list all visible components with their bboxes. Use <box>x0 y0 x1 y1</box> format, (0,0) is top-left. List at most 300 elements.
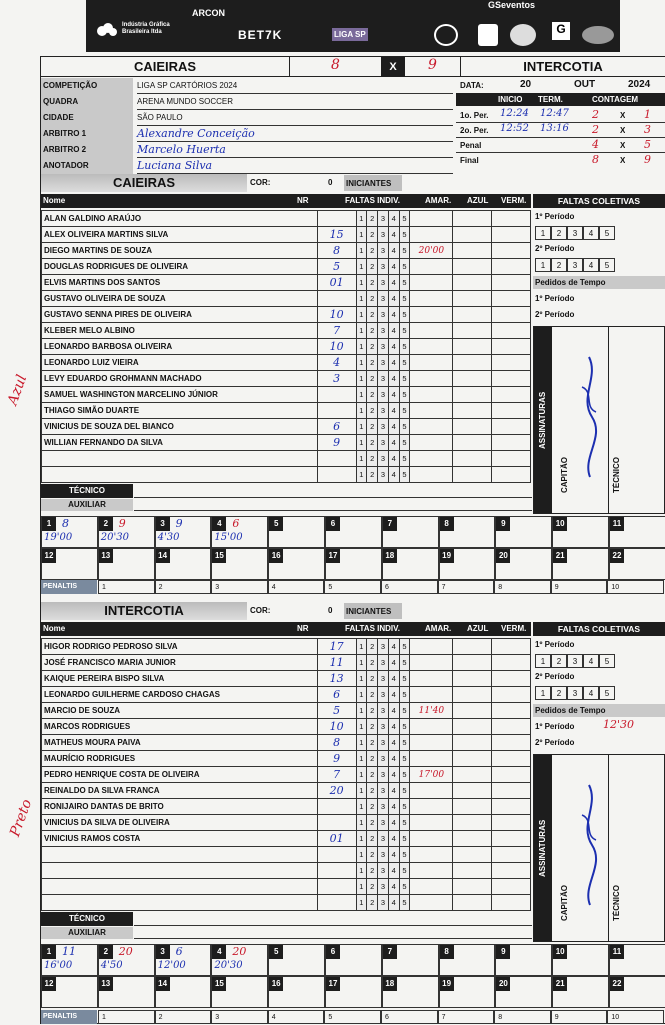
penalty-cell: 1 <box>98 1010 155 1024</box>
foul-cell: 5 <box>399 895 410 911</box>
foul-cell: 5 <box>399 799 410 815</box>
blue-card <box>453 291 492 307</box>
foul-cell: 5 <box>399 735 410 751</box>
home-score: 8 <box>289 57 381 77</box>
player-name: MATHEUS MOURA PAIVA <box>42 735 318 751</box>
player-number <box>317 211 356 227</box>
info-label-competicao: COMPETIÇÃO <box>41 78 133 94</box>
blue-card <box>453 355 492 371</box>
player-name: MARCIO DE SOUZA <box>42 703 318 719</box>
player-number: 01 <box>317 275 356 291</box>
sponsor-shield-icon <box>478 24 498 46</box>
red-card <box>492 687 531 703</box>
goal-player: 6 <box>232 517 240 530</box>
player-number: 9 <box>317 435 356 451</box>
goal-cell <box>211 516 268 548</box>
red-card <box>492 467 531 483</box>
period1-fouls <box>535 654 615 668</box>
header-bar <box>41 57 665 77</box>
yellow-card-time <box>410 291 453 307</box>
period-label: Penal <box>460 141 482 150</box>
foul-cell: 4 <box>388 451 399 467</box>
goal-cell <box>155 548 212 580</box>
blue-card <box>453 387 492 403</box>
foul-cell: 5 <box>399 655 410 671</box>
goal-cell <box>382 944 439 976</box>
period2-label: 2º Período <box>535 672 575 681</box>
penaltis-label: PENALTIS <box>41 1010 97 1024</box>
foul-cell: 1 <box>356 467 367 483</box>
goal-index: 21 <box>553 549 567 563</box>
goal-cell <box>552 548 609 580</box>
period1-label: 1º Período <box>535 212 575 221</box>
yellow-card-time <box>410 863 453 879</box>
foul-cell: 2 <box>367 687 378 703</box>
goal-index: 5 <box>269 945 283 959</box>
red-card <box>492 831 531 847</box>
foul-cell: 3 <box>378 895 389 911</box>
period-score-b: 5 <box>644 138 651 151</box>
goal-time: 4'50 <box>100 960 123 971</box>
goal-index: 9 <box>496 945 510 959</box>
goal-index: 8 <box>440 945 454 959</box>
team-foul-box: 3 <box>567 654 583 668</box>
foul-cell: 5 <box>399 879 410 895</box>
player-row <box>42 419 531 435</box>
goal-cell <box>609 548 665 580</box>
foul-cell: 1 <box>356 799 367 815</box>
red-card <box>492 387 531 403</box>
foul-cell: 5 <box>399 307 410 323</box>
tecnico-sig-label: TÉCNICO <box>612 457 621 493</box>
player-row <box>42 387 531 403</box>
player-name: HIGOR RODRIGO PEDROSO SILVA <box>42 639 318 655</box>
foul-cell: 5 <box>399 751 410 767</box>
goal-index: 4 <box>212 945 226 959</box>
team-foul-box: 1 <box>535 258 551 272</box>
foul-cell: 5 <box>399 451 410 467</box>
foul-cell: 1 <box>356 403 367 419</box>
penaltis-label: PENALTIS <box>41 580 97 594</box>
team-color-note: Azul <box>4 372 31 408</box>
foul-cell: 2 <box>367 403 378 419</box>
foul-cell: 1 <box>356 355 367 371</box>
foul-cell: 3 <box>378 339 389 355</box>
foul-cell: 4 <box>388 831 399 847</box>
penalty-cell: 3 <box>211 580 268 594</box>
signature-divider <box>608 755 609 941</box>
yellow-card-time <box>410 371 453 387</box>
player-number: 10 <box>317 307 356 323</box>
foul-cell: 4 <box>388 211 399 227</box>
tecnico-sig-label: TÉCNICO <box>612 885 621 921</box>
foul-cell: 2 <box>367 467 378 483</box>
date-month: OUT <box>574 79 596 90</box>
sponsor-oval-icon <box>582 26 614 44</box>
foul-cell: 4 <box>388 735 399 751</box>
goal-index: 22 <box>610 549 624 563</box>
goal-player: 8 <box>62 517 69 530</box>
blue-card <box>453 703 492 719</box>
player-name: THIAGO SIMÃO DUARTE <box>42 403 318 419</box>
col-nome: Nome <box>43 196 66 205</box>
foul-cell: 4 <box>388 307 399 323</box>
foul-cell: 1 <box>356 815 367 831</box>
goal-time: 20'30 <box>214 960 243 971</box>
player-number: 4 <box>317 355 356 371</box>
foul-cell: 4 <box>388 243 399 259</box>
yellow-card-time <box>410 895 453 911</box>
foul-cell: 2 <box>367 703 378 719</box>
foul-cell: 4 <box>388 419 399 435</box>
yellow-card-time <box>410 339 453 355</box>
foul-cell: 2 <box>367 355 378 371</box>
col-verm: VERM. <box>501 624 527 633</box>
cloud-logo-icon <box>96 22 118 38</box>
foul-cell: 2 <box>367 879 378 895</box>
goal-index: 13 <box>99 977 113 991</box>
foul-cell: 2 <box>367 639 378 655</box>
blue-card <box>453 323 492 339</box>
foul-cell: 4 <box>388 435 399 451</box>
foul-cell: 4 <box>388 671 399 687</box>
player-number <box>317 847 356 863</box>
player-row <box>42 371 531 387</box>
foul-cell: 2 <box>367 815 378 831</box>
player-row <box>42 751 531 767</box>
sponsor-badge-icon <box>434 24 458 46</box>
red-card <box>492 703 531 719</box>
goal-index: 14 <box>156 977 170 991</box>
penalty-cell: 6 <box>381 580 438 594</box>
col-faltas: FALTAS INDIV. <box>345 196 400 205</box>
player-number <box>317 863 356 879</box>
foul-cell: 2 <box>367 735 378 751</box>
player-row <box>42 815 531 831</box>
player-number: 8 <box>317 243 356 259</box>
foul-cell: 2 <box>367 783 378 799</box>
goal-index: 14 <box>156 549 170 563</box>
player-row <box>42 767 531 783</box>
foul-cell: 1 <box>356 639 367 655</box>
team-foul-box: 4 <box>583 654 599 668</box>
period-row <box>456 153 665 168</box>
foul-cell: 4 <box>388 371 399 387</box>
captain-signature-icon <box>574 775 604 915</box>
yellow-card-time <box>410 387 453 403</box>
foul-cell: 3 <box>378 703 389 719</box>
col-nome: Nome <box>43 624 66 633</box>
yellow-card-time <box>410 847 453 863</box>
player-name <box>42 847 318 863</box>
period1-fouls <box>535 226 615 240</box>
foul-cell: 2 <box>367 339 378 355</box>
goal-cell <box>325 516 382 548</box>
info-value-cidade: SÃO PAULO <box>137 110 453 126</box>
blue-card <box>453 435 492 451</box>
period-x: X <box>620 141 626 150</box>
match-info <box>41 78 455 170</box>
player-number: 7 <box>317 767 356 783</box>
blue-card <box>453 815 492 831</box>
player-row <box>42 895 531 911</box>
foul-cell: 3 <box>378 275 389 291</box>
player-name: KAIQUE PEREIRA BISPO SILVA <box>42 671 318 687</box>
info-value-arbitro2: Marcelo Huerta <box>137 142 453 158</box>
player-row <box>42 783 531 799</box>
faltas-coletivas-title: FALTAS COLETIVAS <box>533 194 665 208</box>
period-inicio: 12:24 <box>500 108 529 119</box>
date-day: 20 <box>520 79 532 90</box>
info-label-arbitro1: ARBITRO 1 <box>41 126 133 142</box>
player-row <box>42 355 531 371</box>
team-foul-box: 3 <box>567 226 583 240</box>
goal-index: 10 <box>553 945 567 959</box>
player-name: LEONARDO LUIZ VIEIRA <box>42 355 318 371</box>
team-title: CAIEIRAS <box>41 174 247 192</box>
foul-cell: 4 <box>388 783 399 799</box>
goal-cell <box>41 976 98 1008</box>
foul-cell: 5 <box>399 419 410 435</box>
goal-cell <box>211 944 268 976</box>
red-card <box>492 291 531 307</box>
goal-cell <box>155 944 212 976</box>
player-name: RONIJAIRO DANTAS DE BRITO <box>42 799 318 815</box>
player-row <box>42 719 531 735</box>
info-label-cidade: CIDADE <box>41 110 133 126</box>
foul-cell: 1 <box>356 783 367 799</box>
blue-card <box>453 799 492 815</box>
zero-label: 0 <box>328 606 333 615</box>
goal-time: 16'00 <box>44 960 73 971</box>
foul-cell: 5 <box>399 291 410 307</box>
date-year: 2024 <box>628 79 651 90</box>
goal-index: 11 <box>610 517 624 531</box>
player-row <box>42 847 531 863</box>
date-label: DATA: <box>460 81 484 90</box>
foul-cell: 5 <box>399 387 410 403</box>
blue-card <box>453 847 492 863</box>
red-card <box>492 355 531 371</box>
player-row <box>42 291 531 307</box>
player-name <box>42 895 318 911</box>
team-section-intercotia <box>0 600 665 1024</box>
auxiliar-label: AUXILIAR <box>41 927 133 939</box>
foul-cell: 3 <box>378 243 389 259</box>
red-card <box>492 735 531 751</box>
goal-cell <box>495 944 552 976</box>
foul-cell: 4 <box>388 467 399 483</box>
foul-cell: 3 <box>378 863 389 879</box>
goal-cell <box>98 548 155 580</box>
capitao-label: CAPITÃO <box>560 457 569 493</box>
foul-cell: 2 <box>367 419 378 435</box>
foul-cell: 2 <box>367 767 378 783</box>
goal-time: 20'30 <box>100 532 129 543</box>
penalty-cell: 10 <box>607 1010 664 1024</box>
info-label-quadra: QUADRA <box>41 94 133 110</box>
period-score-a: 2 <box>592 123 599 136</box>
foul-cell: 2 <box>367 291 378 307</box>
red-card <box>492 655 531 671</box>
foul-cell: 1 <box>356 767 367 783</box>
foul-cell: 2 <box>367 371 378 387</box>
foul-cell: 1 <box>356 847 367 863</box>
foul-cell: 3 <box>378 783 389 799</box>
foul-cell: 5 <box>399 435 410 451</box>
blue-card <box>453 243 492 259</box>
col-amar: AMAR. <box>425 196 452 205</box>
period2-fouls <box>535 258 615 272</box>
blue-card <box>453 751 492 767</box>
goal-index: 19 <box>440 977 454 991</box>
foul-cell: 3 <box>378 831 389 847</box>
player-number: 7 <box>317 323 356 339</box>
foul-cell: 3 <box>378 879 389 895</box>
blue-card <box>453 783 492 799</box>
red-card <box>492 435 531 451</box>
goal-index: 8 <box>440 517 454 531</box>
cor-label: COR: <box>250 178 271 187</box>
penalty-cell: 10 <box>607 580 664 594</box>
player-name: MARCOS RODRIGUES <box>42 719 318 735</box>
foul-cell: 1 <box>356 703 367 719</box>
goal-index: 17 <box>326 549 340 563</box>
foul-cell: 2 <box>367 751 378 767</box>
goal-cell <box>268 976 325 1008</box>
player-number <box>317 387 356 403</box>
red-card <box>492 243 531 259</box>
penalty-cell: 4 <box>268 580 325 594</box>
foul-cell: 4 <box>388 895 399 911</box>
goal-index: 3 <box>156 945 170 959</box>
tecnico-line <box>134 925 532 926</box>
foul-cell: 5 <box>399 719 410 735</box>
goal-cell <box>382 976 439 1008</box>
foul-cell: 1 <box>356 227 367 243</box>
foul-cell: 4 <box>388 863 399 879</box>
goal-index: 7 <box>383 517 397 531</box>
player-name: WILLIAN FERNANDO DA SILVA <box>42 435 318 451</box>
player-row <box>42 735 531 751</box>
player-name <box>42 879 318 895</box>
blue-card <box>453 467 492 483</box>
red-card <box>492 451 531 467</box>
tecnico-label: TÉCNICO <box>41 484 133 498</box>
red-card <box>492 227 531 243</box>
player-number <box>317 799 356 815</box>
goal-index: 21 <box>553 977 567 991</box>
foul-cell: 4 <box>388 879 399 895</box>
col-azul: AZUL <box>467 624 489 633</box>
period-header-term: TERM. <box>538 95 563 104</box>
foul-cell: 3 <box>378 687 389 703</box>
player-row <box>42 671 531 687</box>
goal-cell <box>495 548 552 580</box>
timeout-p1-label: 1º Período <box>535 722 575 731</box>
goal-index: 4 <box>212 517 226 531</box>
player-name: VINICIUS DA SILVA DE OLIVEIRA <box>42 815 318 831</box>
player-row <box>42 227 531 243</box>
goal-cell <box>325 976 382 1008</box>
foul-cell: 1 <box>356 687 367 703</box>
goal-cell <box>98 944 155 976</box>
player-number <box>317 895 356 911</box>
player-row <box>42 259 531 275</box>
tecnico-line <box>134 497 532 498</box>
foul-cell: 3 <box>378 799 389 815</box>
yellow-card-time <box>410 403 453 419</box>
goal-index: 12 <box>42 977 56 991</box>
foul-cell: 1 <box>356 671 367 687</box>
foul-cell: 1 <box>356 275 367 291</box>
team-title: INTERCOTIA <box>41 602 247 620</box>
penalty-cell: 8 <box>494 1010 551 1024</box>
foul-cell: 3 <box>378 751 389 767</box>
player-row <box>42 879 531 895</box>
goal-cell <box>155 976 212 1008</box>
team-section-caieiras <box>0 172 665 604</box>
foul-cell: 3 <box>378 735 389 751</box>
foul-cell: 4 <box>388 815 399 831</box>
penalty-cell: 5 <box>324 1010 381 1024</box>
capitao-label: CAPITÃO <box>560 885 569 921</box>
player-name: VINICIUS DE SOUZA DEL BIANCO <box>42 419 318 435</box>
player-number: 5 <box>317 703 356 719</box>
team-foul-box: 2 <box>551 226 567 240</box>
foul-cell: 1 <box>356 339 367 355</box>
goal-cell <box>98 976 155 1008</box>
player-name: ELVIS MARTINS DOS SANTOS <box>42 275 318 291</box>
foul-cell: 4 <box>388 639 399 655</box>
blue-card <box>453 671 492 687</box>
col-faltas: FALTAS INDIV. <box>345 624 400 633</box>
goal-index: 2 <box>99 945 113 959</box>
foul-cell: 5 <box>399 259 410 275</box>
goal-cell <box>439 944 496 976</box>
red-card <box>492 719 531 735</box>
blue-card <box>453 227 492 243</box>
period-row <box>456 123 665 138</box>
foul-cell: 5 <box>399 815 410 831</box>
red-card <box>492 767 531 783</box>
period-header-bar <box>456 93 665 106</box>
foul-cell: 1 <box>356 863 367 879</box>
blue-card <box>453 863 492 879</box>
team-foul-box: 5 <box>599 654 615 668</box>
foul-cell: 2 <box>367 671 378 687</box>
player-name: LEVY EDUARDO GROHMANN MACHADO <box>42 371 318 387</box>
captain-signature-icon <box>574 347 604 487</box>
date-period-block <box>456 78 665 170</box>
goal-index: 15 <box>212 977 226 991</box>
yellow-card-time: 17'00 <box>410 767 453 783</box>
player-row <box>42 403 531 419</box>
goal-cell <box>439 976 496 1008</box>
foul-cell: 4 <box>388 847 399 863</box>
player-name: VINICIUS RAMOS COSTA <box>42 831 318 847</box>
foul-cell: 5 <box>399 339 410 355</box>
sponsor-gseventos: GSeventos <box>488 0 536 10</box>
player-number <box>317 879 356 895</box>
auxiliar-label: AUXILIAR <box>41 499 133 511</box>
timeout-p2-label: 2º Período <box>535 738 575 747</box>
info-label-arbitro2: ARBITRO 2 <box>41 142 133 158</box>
goal-cell <box>268 516 325 548</box>
foul-cell: 4 <box>388 687 399 703</box>
player-number: 20 <box>317 783 356 799</box>
foul-cell: 5 <box>399 671 410 687</box>
